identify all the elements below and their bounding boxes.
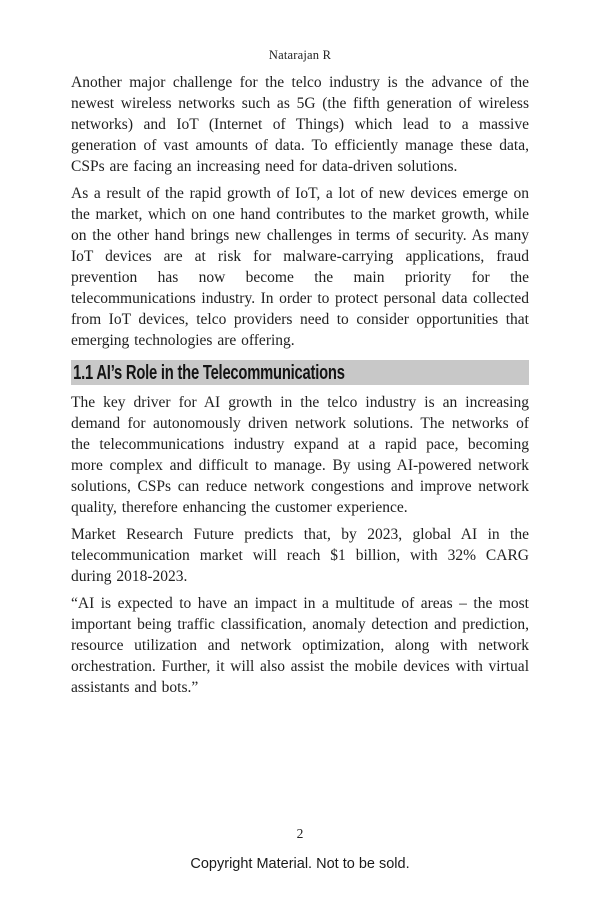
running-header: Natarajan R: [268, 48, 332, 62]
paragraph-section-1: The key driver for AI growth in the telco industry is an increasing demand for autonomously driven network solutions. The networks of the telecommunications industry expand at a rapid pace, becoming more complex and difficult to manage. By using AI-powered network solutions, CSPs can reduce network congestions and improve network quality, therefore enhancing the customer experience.: [71, 394, 529, 516]
paragraph-section-3: “AI is expected to have an impact in a multitude of areas – the most important being traffic classification, anomaly detection and prediction, resource utilization and network optimization, along with network orchestration. Further, it will also assist the mobile devices with virtual assistants and bots.”: [71, 595, 529, 696]
copyright-notice: Copyright Material. Not to be sold.: [190, 856, 410, 872]
page-number: 2: [296, 826, 304, 841]
paragraph-section-2: Market Research Future predicts that, by 2023, global AI in the telecommunication market will reach $1 billion, with 32% CARG during 2018-2023.: [71, 526, 529, 585]
section-heading: [71, 360, 529, 385]
section-heading-text: 1.1 AI’s Role in the Telecommunications: [73, 361, 345, 384]
page-body: [71, 72, 529, 704]
paragraph-intro-1: Another major challenge for the telco industry is the advance of the newest wireless networks such as 5G (the fifth generation of wireless networks) and IoT (Internet of Things) which lead to a massive generation of vast amounts of data. To efficiently manage these data, CSPs are facing an increasing need for data-driven solutions.: [71, 74, 529, 175]
paragraph-intro-2: As a result of the rapid growth of IoT, a lot of new devices emerge on the market, which on one hand contributes to the market growth, while on the other hand brings new challenges in terms of security. As many IoT devices are at risk for malware-carrying applications, fraud prevention has now become the main priority for the telecommunications industry. In order to protect personal data collected from IoT devices, telco providers need to consider opportunities that emerging technologies are offering.: [71, 185, 529, 349]
